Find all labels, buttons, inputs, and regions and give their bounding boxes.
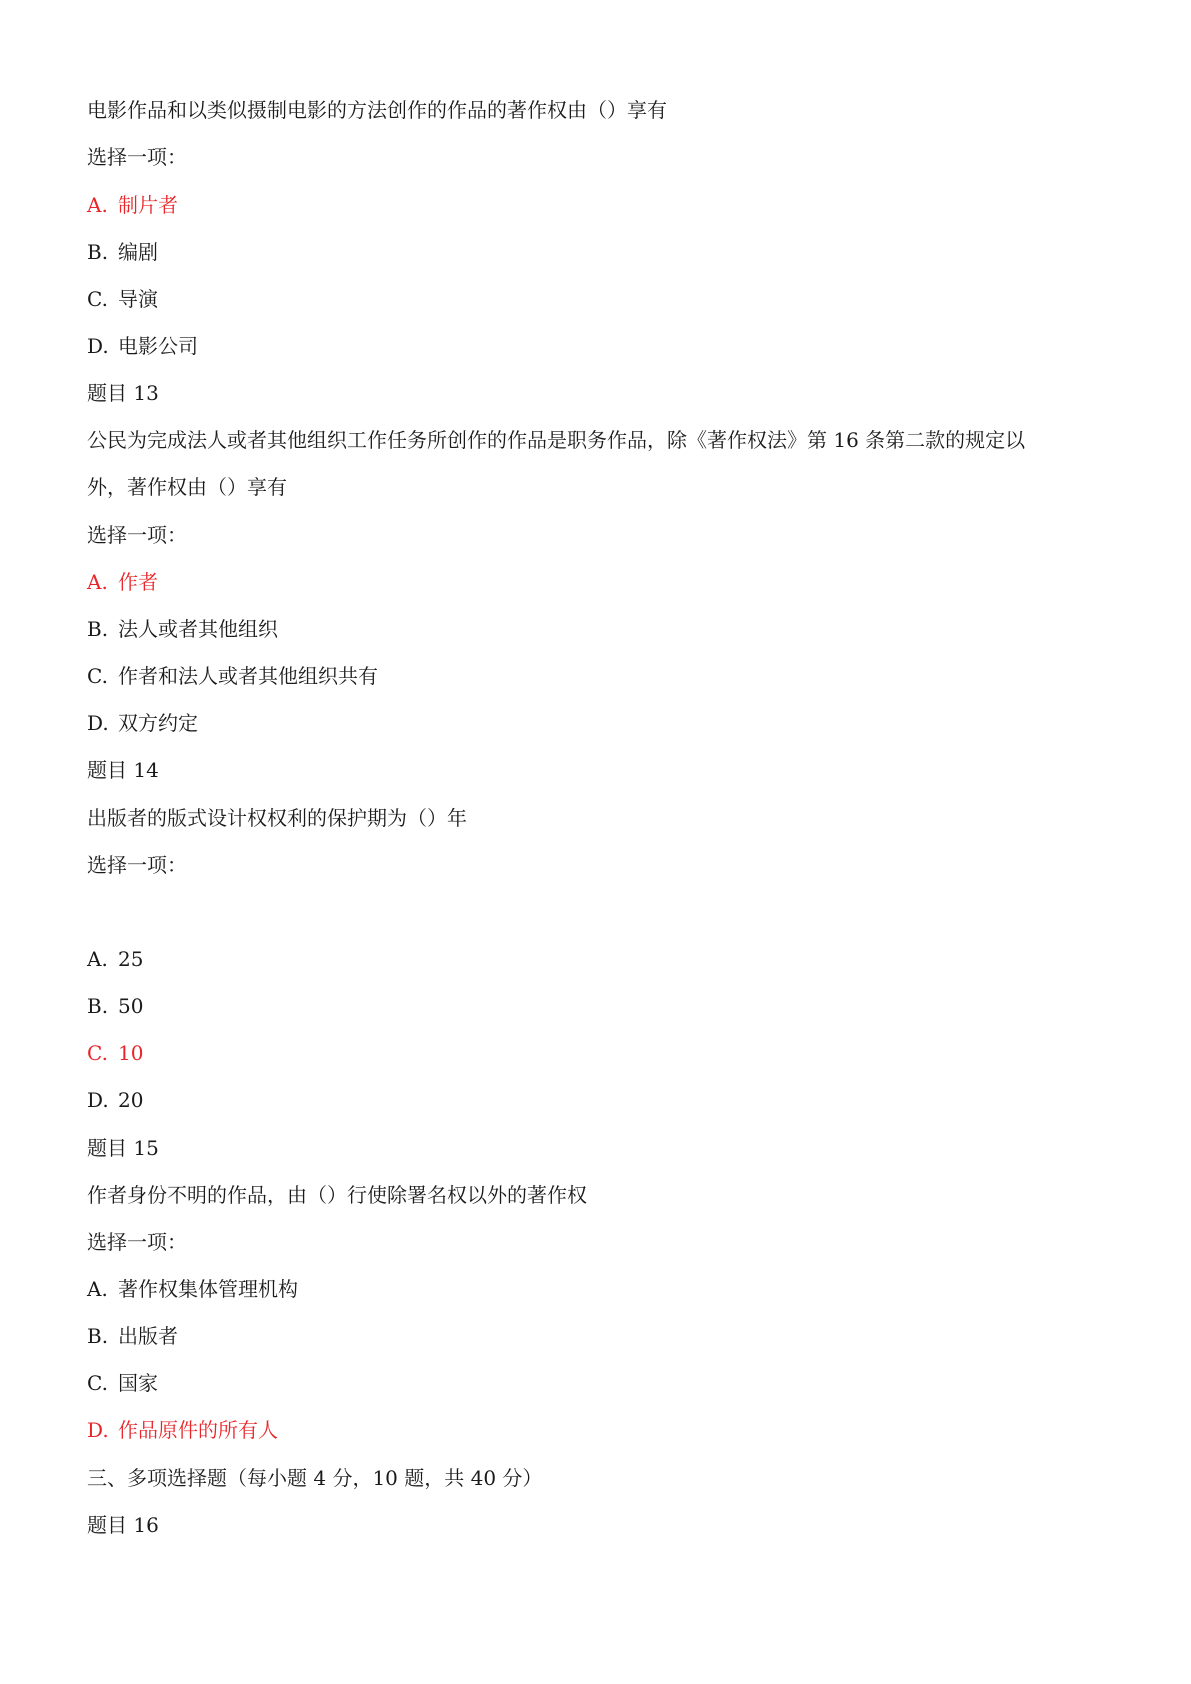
option-letter: A. bbox=[87, 193, 108, 217]
option-text: 制片者 bbox=[118, 193, 178, 217]
option-text: 作者和法人或者其他组织共有 bbox=[118, 664, 378, 688]
option-text: 导演 bbox=[118, 287, 158, 311]
option-text: 法人或者其他组织 bbox=[118, 617, 278, 641]
q15-prompt: 选择一项： bbox=[87, 1230, 187, 1254]
q14-option-c bbox=[87, 1041, 143, 1065]
option-letter: A. bbox=[87, 1277, 108, 1301]
option-letter: C. bbox=[87, 287, 108, 311]
option-letter: B. bbox=[87, 617, 109, 641]
q14-title: 题目 14 bbox=[87, 758, 159, 782]
q13-option-a bbox=[87, 570, 158, 594]
q12-stem: 电影作品和以类似摄制电影的方法创作的作品的著作权由（）享有 bbox=[87, 98, 667, 122]
q14-option-d bbox=[87, 1088, 143, 1112]
option-letter: A. bbox=[87, 947, 108, 971]
option-letter: D. bbox=[87, 1418, 109, 1442]
q14-prompt: 选择一项： bbox=[87, 853, 187, 877]
option-text: 50 bbox=[118, 994, 144, 1018]
section-heading: 三、多项选择题（每小题 4 分，10 题，共 40 分） bbox=[87, 1466, 543, 1490]
q13-stem-line2: 外，著作权由（）享有 bbox=[87, 475, 287, 499]
q16-title: 题目 16 bbox=[87, 1513, 159, 1537]
option-text: 10 bbox=[118, 1041, 144, 1065]
option-letter: A. bbox=[87, 570, 108, 594]
option-text: 双方约定 bbox=[118, 711, 198, 735]
q12-option-a bbox=[87, 193, 178, 217]
q15-option-d bbox=[87, 1418, 278, 1442]
option-text: 出版者 bbox=[118, 1324, 178, 1348]
q13-option-d bbox=[87, 711, 198, 735]
q13-stem-line1: 公民为完成法人或者其他组织工作任务所创作的作品是职务作品，除《著作权法》第 16 条第二款的规定以 bbox=[87, 428, 1026, 452]
q12-option-d bbox=[87, 334, 198, 358]
option-letter: C. bbox=[87, 664, 108, 688]
q13-title: 题目 13 bbox=[87, 381, 159, 405]
option-letter: D. bbox=[87, 1088, 109, 1112]
option-text: 电影公司 bbox=[118, 334, 198, 358]
option-letter: C. bbox=[87, 1371, 108, 1395]
option-letter: B. bbox=[87, 994, 109, 1018]
q12-option-c bbox=[87, 287, 158, 311]
option-text: 20 bbox=[118, 1088, 144, 1112]
q15-title: 题目 15 bbox=[87, 1136, 159, 1160]
q12-prompt: 选择一项： bbox=[87, 145, 187, 169]
option-text: 著作权集体管理机构 bbox=[118, 1277, 298, 1301]
q13-option-c bbox=[87, 664, 378, 688]
option-letter: D. bbox=[87, 334, 109, 358]
q15-option-b bbox=[87, 1324, 178, 1348]
option-letter: B. bbox=[87, 240, 109, 264]
q14-stem: 出版者的版式设计权权利的保护期为（）年 bbox=[87, 806, 467, 830]
option-letter: B. bbox=[87, 1324, 109, 1348]
option-letter: D. bbox=[87, 711, 109, 735]
option-text: 作品原件的所有人 bbox=[118, 1418, 278, 1442]
q15-option-c bbox=[87, 1371, 158, 1395]
q12-option-b bbox=[87, 240, 158, 264]
option-letter: C. bbox=[87, 1041, 108, 1065]
q13-prompt: 选择一项： bbox=[87, 523, 187, 547]
q13-option-b bbox=[87, 617, 278, 641]
q14-option-b bbox=[87, 994, 143, 1018]
option-text: 国家 bbox=[118, 1371, 158, 1395]
option-text: 25 bbox=[118, 947, 144, 971]
option-text: 作者 bbox=[118, 570, 158, 594]
q15-stem: 作者身份不明的作品，由（）行使除署名权以外的著作权 bbox=[87, 1183, 587, 1207]
q14-option-a bbox=[87, 947, 143, 971]
option-text: 编剧 bbox=[118, 240, 158, 264]
q15-option-a bbox=[87, 1277, 298, 1301]
